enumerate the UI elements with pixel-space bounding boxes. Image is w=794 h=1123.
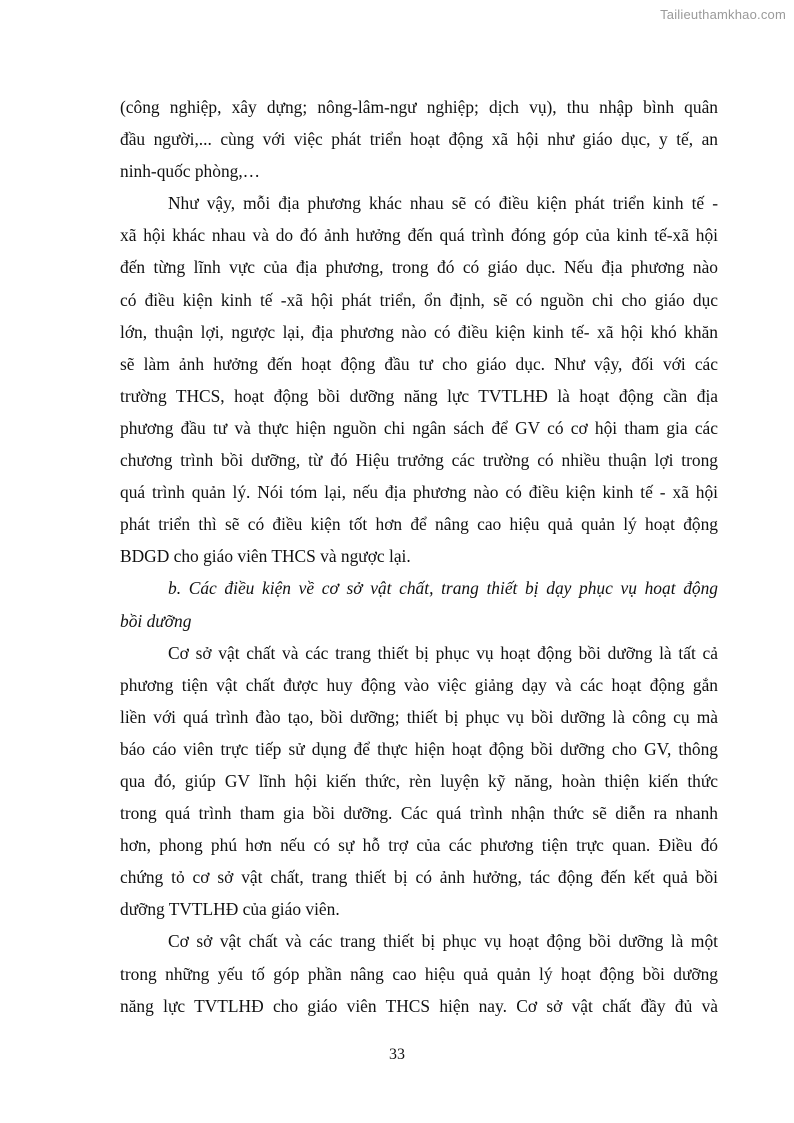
text-line: hơn, phong phú hơn nếu có sự hỗ trợ của các phương tiện trực quan. Điều đó xyxy=(120,835,718,856)
heading-line: bồi dưỡng xyxy=(120,610,192,631)
text-line: chứng tỏ cơ sở vật chất, trang thiết bị có ảnh hưởng, tác động đến kết quả bồi xyxy=(120,867,718,888)
text-line: có điều kiện kinh tế -xã hội phát triển, ổn định, sẽ có nguồn chi cho giáo dục xyxy=(120,289,718,310)
text-line: xã hội khác nhau và do đó ảnh hưởng đến quá trình đóng góp của kinh tế-xã hội xyxy=(120,225,718,246)
section-heading xyxy=(120,572,718,636)
text-line: trong những yếu tố góp phần nâng cao hiệu quả quản lý hoạt động bồi dưỡng xyxy=(120,963,718,984)
text-line: phương đầu tư và thực hiện nguồn chi ngân sách để GV có cơ hội tham gia các xyxy=(120,417,718,438)
document-body xyxy=(120,91,718,1022)
paragraph xyxy=(120,187,718,572)
text-line: phương tiện vật chất được huy động vào việc giảng dạy và các hoạt động gắn xyxy=(120,674,718,695)
page-number: 33 xyxy=(389,1046,405,1063)
paragraph xyxy=(120,91,718,187)
paragraph xyxy=(120,925,718,1021)
text-line: sẽ làm ảnh hưởng đến hoạt động đầu tư cho giáo dục. Như vậy, đối với các xyxy=(120,353,718,374)
text-line: phát triển thì sẽ có điều kiện tốt hơn để nâng cao hiệu quả quản lý hoạt động xyxy=(120,514,718,535)
text-line: lớn, thuận lợi, ngược lại, địa phương nào có điều kiện kinh tế- xã hội khó khăn xyxy=(120,321,718,342)
text-line: trường THCS, hoạt động bồi dưỡng năng lực TVTLHĐ là hoạt động cần địa xyxy=(120,385,718,406)
text-line: Như vậy, mỗi địa phương khác nhau sẽ có điều kiện phát triển kinh tế - xyxy=(168,193,718,214)
text-line: BDGD cho giáo viên THCS và ngược lại. xyxy=(120,546,411,567)
heading-line: b. Các điều kiện về cơ sở vật chất, trang thiết bị dạy phục vụ hoạt động xyxy=(168,578,718,599)
text-line: trong quá trình tham gia bồi dưỡng. Các quá trình nhận thức sẽ diễn ra nhanh xyxy=(120,803,718,824)
text-line: chương trình bồi dưỡng, từ đó Hiệu trưởng các trường có nhiều thuận lợi trong xyxy=(120,450,718,471)
text-line: quá trình quản lý. Nói tóm lại, nếu địa phương nào có điều kiện kinh tế - xã hội xyxy=(120,482,718,503)
text-line: Cơ sở vật chất và các trang thiết bị phục vụ hoạt động bồi dưỡng là một xyxy=(168,931,718,952)
text-line: dưỡng TVTLHĐ của giáo viên. xyxy=(120,899,340,920)
text-line: ninh-quốc phòng,… xyxy=(120,161,261,182)
text-line: Cơ sở vật chất và các trang thiết bị phục vụ hoạt động bồi dưỡng là tất cả xyxy=(168,642,718,663)
text-line: liền với quá trình đào tạo, bồi dưỡng; thiết bị phục vụ bồi dưỡng là công cụ mà xyxy=(120,706,718,727)
text-line: qua đó, giúp GV lĩnh hội kiến thức, rèn luyện kỹ năng, hoàn thiện kiến thức xyxy=(120,770,718,791)
paragraph xyxy=(120,637,718,926)
text-line: đầu người,... cùng với việc phát triển hoạt động xã hội như giáo dục, y tế, an xyxy=(120,129,718,150)
text-line: báo cáo viên trực tiếp sử dụng để thực hiện hoạt động bồi dưỡng cho GV, thông xyxy=(120,738,718,759)
watermark: Tailieuthamkhao.com xyxy=(660,7,786,22)
text-line: (công nghiệp, xây dựng; nông-lâm-ngư nghiệp; dịch vụ), thu nhập bình quân xyxy=(120,97,718,117)
text-line: đến từng lĩnh vực của địa phương, trong đó có giáo dục. Nếu địa phương nào xyxy=(120,257,718,278)
text-line: năng lực TVTLHĐ cho giáo viên THCS hiện nay. Cơ sở vật chất đầy đủ và xyxy=(120,995,718,1016)
